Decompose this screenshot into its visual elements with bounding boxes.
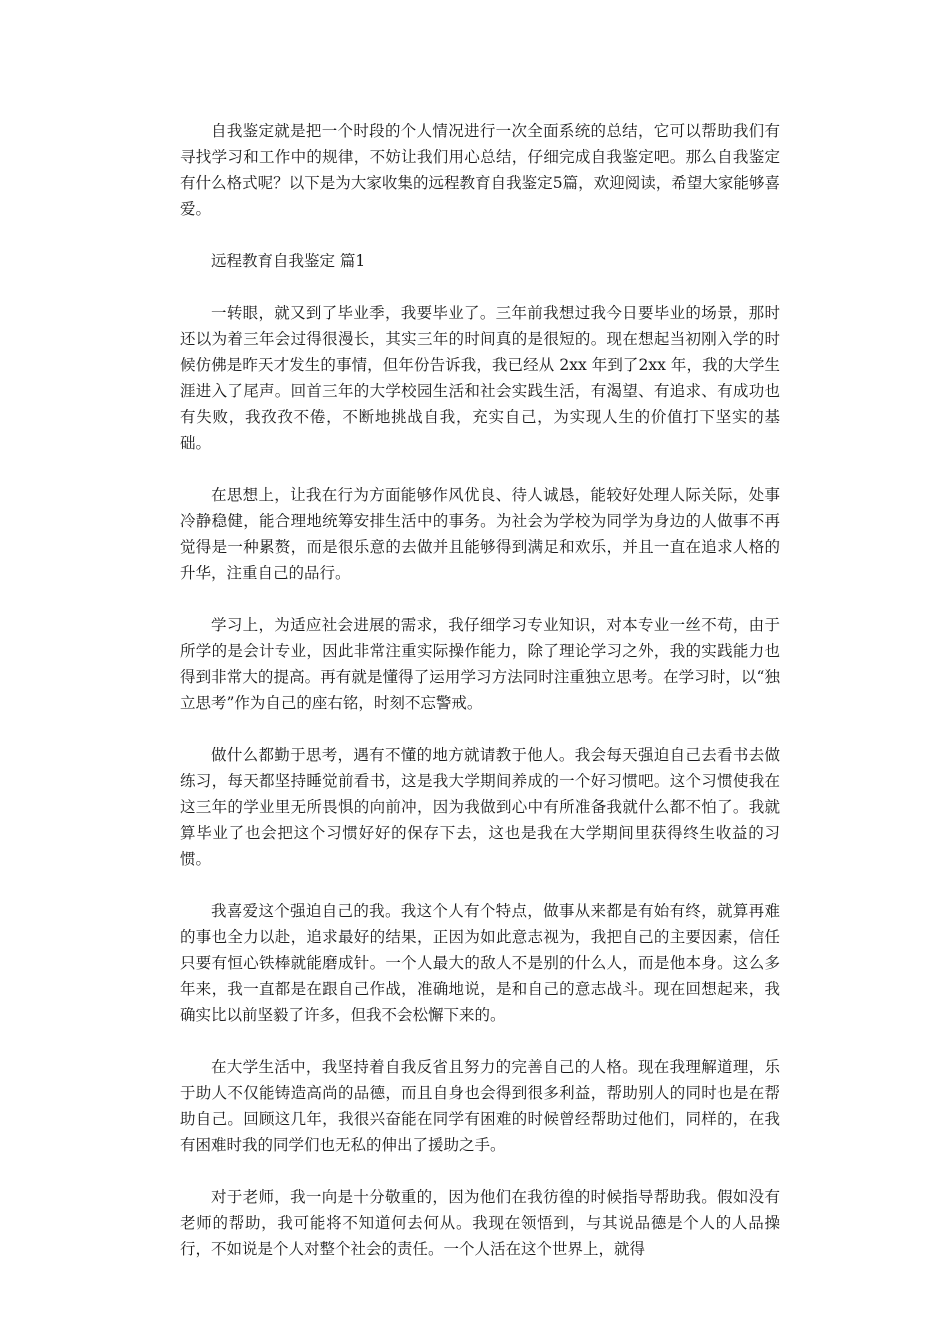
document-body bbox=[180, 118, 780, 1288]
body-paragraph-3: 学习上，为适应社会进展的需求，我仔细学习专业知识，对本专业一丝不苟，由于所学的是会计专业，因此非常注重实际操作能力，除了理论学习之外，我的实践能力也得到非常大的提高。再有就是懂得了运用学习方法同时注重独立思考。在学习时，以“独立思考”作为自己的座右铭，时刻不忘警戒。 bbox=[180, 616, 780, 712]
intro-paragraph: 自我鉴定就是把一个时段的个人情况进行一次全面系统的总结，它可以帮助我们有寻找学习和工作中的规律，不妨让我们用心总结，仔细完成自我鉴定吧。那么自我鉴定有什么格式呢？以下是为大家收集的远程教育自我鉴定5篇，欢迎阅读，希望大家能够喜爱。 bbox=[180, 122, 780, 218]
body-paragraph-1: 一转眼，就又到了毕业季，我要毕业了。三年前我想过我今日要毕业的场景，那时还以为着三年会过得很漫长，其实三年的时间真的是很短的。现在想起当初刚入学的时候仿佛是昨天才发生的事情，但年份告诉我，我已经从 2xx 年到了2xx 年，我的大学生涯进入了尾声。回首三年的大学校园生活和社会实践生活，有渴望、有追求、有成功也有失败，我孜孜不倦，不断地挑战自我，充实自己，为实现人生的价值打下坚实的基础。 bbox=[180, 304, 780, 452]
body-paragraph-2: 在思想上，让我在行为方面能够作风优良、待人诚恳，能较好处理人际关际，处事冷静稳健，能合理地统筹安排生活中的事务。为社会为学校为同学为身边的人做事不再觉得是一种累赘，而是很乐意的去做并且能够得到满足和欢乐，并且一直在追求人格的升华，注重自己的品行。 bbox=[180, 486, 780, 582]
body-paragraph-5: 我喜爱这个强迫自己的我。我这个人有个特点，做事从来都是有始有终，就算再难的事也全力以赴，追求最好的结果，正因为如此意志视为，我把自己的主要因素，信任只要有恒心铁棒就能磨成针。一个人最大的敌人不是别的什么人，而是他本身。这么多年来，我一直都是在跟自己作战，准确地说，是和自己的意志战斗。现在回想起来，我确实比以前坚毅了许多，但我不会松懈下来的。 bbox=[180, 902, 780, 1024]
body-paragraph-4: 做什么都勤于思考，遇有不懂的地方就请教于他人。我会每天强迫自己去看书去做练习，每天都坚持睡觉前看书，这是我大学期间养成的一个好习惯吧。这个习惯使我在这三年的学业里无所畏惧的向前冲，因为我做到心中有所准备我就什么都不怕了。我就算毕业了也会把这个习惯好好的保存下去，这也是我在大学期间里获得终生收益的习惯。 bbox=[180, 746, 780, 868]
body-paragraph-7: 对于老师，我一向是十分敬重的，因为他们在我彷徨的时候指导帮助我。假如没有老师的帮助，我可能将不知道何去何从。我现在领悟到，与其说品德是个人的人品操行，不如说是个人对整个社会的责任。一个人活在这个世界上，就得 bbox=[180, 1188, 780, 1258]
section-title: 远程教育自我鉴定 篇1 bbox=[211, 252, 366, 270]
body-paragraph-6: 在大学生活中，我坚持着自我反省且努力的完善自己的人格。现在我理解道理，乐于助人不仅能铸造高尚的品德，而且自身也会得到很多利益，帮助别人的同时也是在帮助自己。回顾这几年，我很兴奋能在同学有困难的时候曾经帮助过他们，同样的，在我有困难时我的同学们也无私的伸出了援助之手。 bbox=[180, 1058, 780, 1154]
